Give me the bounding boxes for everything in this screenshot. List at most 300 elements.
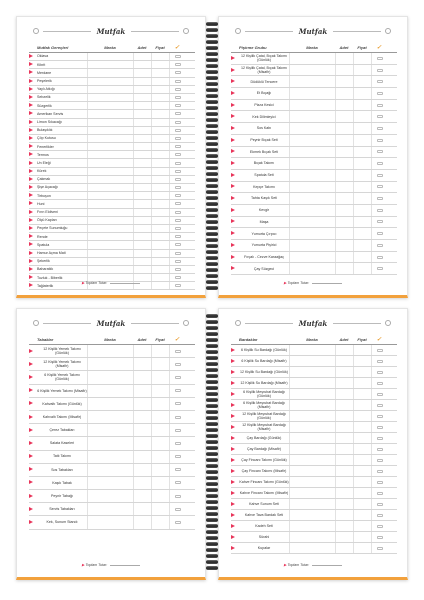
checkbox[interactable]	[175, 376, 181, 379]
checkbox[interactable]	[175, 186, 181, 189]
checkbox[interactable]	[377, 426, 383, 429]
quantity-cell[interactable]	[335, 433, 353, 443]
checkbox[interactable]	[377, 481, 383, 484]
quantity-cell[interactable]	[335, 217, 353, 228]
brand-cell[interactable]	[289, 228, 335, 239]
price-cell[interactable]	[151, 411, 169, 423]
quantity-cell[interactable]	[335, 170, 353, 181]
brand-cell[interactable]	[87, 424, 133, 436]
brand-cell[interactable]	[289, 499, 335, 509]
price-cell[interactable]	[151, 53, 169, 60]
price-cell[interactable]	[151, 503, 169, 515]
quantity-cell[interactable]	[335, 422, 353, 432]
quantity-cell[interactable]	[133, 69, 151, 76]
price-cell[interactable]	[353, 205, 371, 216]
quantity-cell[interactable]	[335, 182, 353, 193]
quantity-cell[interactable]	[335, 228, 353, 239]
quantity-cell[interactable]	[133, 451, 151, 463]
quantity-cell[interactable]	[133, 371, 151, 383]
brand-cell[interactable]	[289, 53, 335, 64]
checkbox[interactable]	[175, 243, 181, 246]
quantity-cell[interactable]	[133, 398, 151, 410]
brand-cell[interactable]	[87, 503, 133, 515]
quantity-cell[interactable]	[133, 477, 151, 489]
price-cell[interactable]	[151, 385, 169, 397]
quantity-cell[interactable]	[335, 499, 353, 509]
quantity-cell[interactable]	[133, 233, 151, 240]
brand-cell[interactable]	[87, 358, 133, 370]
price-cell[interactable]	[353, 400, 371, 410]
checkbox[interactable]	[175, 112, 181, 115]
checkbox[interactable]	[377, 448, 383, 451]
checkbox[interactable]	[175, 389, 181, 392]
brand-cell[interactable]	[87, 53, 133, 60]
checkbox[interactable]	[377, 503, 383, 506]
quantity-cell[interactable]	[133, 159, 151, 166]
brand-cell[interactable]	[289, 65, 335, 76]
price-cell[interactable]	[151, 371, 169, 383]
brand-cell[interactable]	[289, 345, 335, 355]
brand-cell[interactable]	[87, 437, 133, 449]
checkbox[interactable]	[175, 416, 181, 419]
brand-cell[interactable]	[87, 200, 133, 207]
brand-cell[interactable]	[289, 76, 335, 87]
quantity-cell[interactable]	[335, 263, 353, 274]
brand-cell[interactable]	[289, 521, 335, 531]
total-blank[interactable]	[312, 565, 342, 566]
price-cell[interactable]	[353, 356, 371, 366]
quantity-cell[interactable]	[335, 147, 353, 158]
quantity-cell[interactable]	[335, 135, 353, 146]
brand-cell[interactable]	[289, 510, 335, 520]
price-cell[interactable]	[151, 464, 169, 476]
price-cell[interactable]	[353, 367, 371, 377]
brand-cell[interactable]	[289, 158, 335, 169]
checkbox[interactable]	[377, 57, 383, 60]
brand-cell[interactable]	[289, 252, 335, 263]
price-cell[interactable]	[353, 499, 371, 509]
price-cell[interactable]	[151, 127, 169, 134]
quantity-cell[interactable]	[133, 168, 151, 175]
brand-cell[interactable]	[87, 127, 133, 134]
price-cell[interactable]	[353, 228, 371, 239]
quantity-cell[interactable]	[133, 437, 151, 449]
checkbox[interactable]	[377, 69, 383, 72]
quantity-cell[interactable]	[335, 411, 353, 421]
brand-cell[interactable]	[87, 209, 133, 216]
checkbox[interactable]	[175, 481, 181, 484]
checkbox[interactable]	[377, 104, 383, 107]
brand-cell[interactable]	[87, 411, 133, 423]
price-cell[interactable]	[151, 217, 169, 224]
price-cell[interactable]	[353, 510, 371, 520]
quantity-cell[interactable]	[335, 205, 353, 216]
checkbox[interactable]	[175, 402, 181, 405]
brand-cell[interactable]	[289, 455, 335, 465]
quantity-cell[interactable]	[133, 209, 151, 216]
price-cell[interactable]	[353, 263, 371, 274]
quantity-cell[interactable]	[335, 123, 353, 134]
checkbox[interactable]	[377, 115, 383, 118]
price-cell[interactable]	[353, 147, 371, 158]
price-cell[interactable]	[353, 444, 371, 454]
brand-cell[interactable]	[87, 371, 133, 383]
quantity-cell[interactable]	[133, 424, 151, 436]
price-cell[interactable]	[151, 358, 169, 370]
quantity-cell[interactable]	[133, 78, 151, 85]
price-cell[interactable]	[151, 184, 169, 191]
quantity-cell[interactable]	[133, 192, 151, 199]
brand-cell[interactable]	[87, 233, 133, 240]
total-blank[interactable]	[312, 283, 342, 284]
brand-cell[interactable]	[289, 205, 335, 216]
price-cell[interactable]	[353, 170, 371, 181]
quantity-cell[interactable]	[133, 176, 151, 183]
price-cell[interactable]	[151, 110, 169, 117]
checkbox[interactable]	[175, 80, 181, 83]
brand-cell[interactable]	[87, 151, 133, 158]
checkbox[interactable]	[175, 129, 181, 132]
checkbox[interactable]	[377, 209, 383, 212]
quantity-cell[interactable]	[335, 378, 353, 388]
checkbox[interactable]	[175, 429, 181, 432]
quantity-cell[interactable]	[133, 143, 151, 150]
brand-cell[interactable]	[87, 225, 133, 232]
quantity-cell[interactable]	[335, 543, 353, 553]
brand-cell[interactable]	[87, 451, 133, 463]
brand-cell[interactable]	[87, 241, 133, 248]
checkbox[interactable]	[175, 211, 181, 214]
checkbox[interactable]	[175, 219, 181, 222]
checkbox[interactable]	[175, 276, 181, 279]
checkbox[interactable]	[377, 547, 383, 550]
price-cell[interactable]	[353, 411, 371, 421]
price-cell[interactable]	[151, 451, 169, 463]
price-cell[interactable]	[353, 433, 371, 443]
price-cell[interactable]	[151, 69, 169, 76]
checkbox[interactable]	[377, 525, 383, 528]
checkbox[interactable]	[175, 268, 181, 271]
brand-cell[interactable]	[87, 119, 133, 126]
quantity-cell[interactable]	[133, 258, 151, 265]
price-cell[interactable]	[151, 94, 169, 101]
quantity-cell[interactable]	[335, 65, 353, 76]
checkbox[interactable]	[377, 349, 383, 352]
quantity-cell[interactable]	[133, 102, 151, 109]
checkbox[interactable]	[377, 459, 383, 462]
price-cell[interactable]	[353, 488, 371, 498]
checkbox[interactable]	[175, 71, 181, 74]
brand-cell[interactable]	[87, 398, 133, 410]
quantity-cell[interactable]	[335, 193, 353, 204]
checkbox[interactable]	[175, 235, 181, 238]
checkbox[interactable]	[175, 227, 181, 230]
price-cell[interactable]	[151, 266, 169, 273]
checkbox[interactable]	[175, 162, 181, 165]
checkbox[interactable]	[175, 96, 181, 99]
price-cell[interactable]	[151, 86, 169, 93]
price-cell[interactable]	[353, 240, 371, 251]
brand-cell[interactable]	[289, 389, 335, 399]
quantity-cell[interactable]	[335, 455, 353, 465]
quantity-cell[interactable]	[133, 411, 151, 423]
brand-cell[interactable]	[87, 217, 133, 224]
price-cell[interactable]	[353, 252, 371, 263]
quantity-cell[interactable]	[335, 444, 353, 454]
checkbox[interactable]	[377, 415, 383, 418]
brand-cell[interactable]	[289, 466, 335, 476]
quantity-cell[interactable]	[133, 184, 151, 191]
checkbox[interactable]	[175, 153, 181, 156]
quantity-cell[interactable]	[133, 490, 151, 502]
checkbox[interactable]	[377, 371, 383, 374]
checkbox[interactable]	[175, 63, 181, 66]
price-cell[interactable]	[151, 398, 169, 410]
price-cell[interactable]	[353, 389, 371, 399]
quantity-cell[interactable]	[335, 100, 353, 111]
brand-cell[interactable]	[289, 367, 335, 377]
quantity-cell[interactable]	[335, 345, 353, 355]
total-blank[interactable]	[110, 565, 140, 566]
checkbox[interactable]	[377, 139, 383, 142]
quantity-cell[interactable]	[335, 111, 353, 122]
price-cell[interactable]	[353, 53, 371, 64]
checkbox[interactable]	[175, 455, 181, 458]
brand-cell[interactable]	[289, 356, 335, 366]
checkbox[interactable]	[175, 260, 181, 263]
brand-cell[interactable]	[87, 477, 133, 489]
checkbox[interactable]	[175, 495, 181, 498]
checkbox[interactable]	[175, 521, 181, 524]
quantity-cell[interactable]	[133, 225, 151, 232]
quantity-cell[interactable]	[133, 250, 151, 257]
price-cell[interactable]	[353, 455, 371, 465]
checkbox[interactable]	[377, 393, 383, 396]
brand-cell[interactable]	[87, 176, 133, 183]
brand-cell[interactable]	[289, 411, 335, 421]
checkbox[interactable]	[175, 363, 181, 366]
price-cell[interactable]	[151, 200, 169, 207]
brand-cell[interactable]	[87, 168, 133, 175]
quantity-cell[interactable]	[133, 110, 151, 117]
checkbox[interactable]	[377, 220, 383, 223]
price-cell[interactable]	[151, 250, 169, 257]
brand-cell[interactable]	[87, 78, 133, 85]
checkbox[interactable]	[175, 252, 181, 255]
checkbox[interactable]	[175, 55, 181, 58]
checkbox[interactable]	[175, 137, 181, 140]
quantity-cell[interactable]	[335, 510, 353, 520]
brand-cell[interactable]	[87, 94, 133, 101]
quantity-cell[interactable]	[335, 477, 353, 487]
brand-cell[interactable]	[289, 422, 335, 432]
price-cell[interactable]	[151, 102, 169, 109]
price-cell[interactable]	[151, 477, 169, 489]
price-cell[interactable]	[151, 225, 169, 232]
price-cell[interactable]	[151, 143, 169, 150]
price-cell[interactable]	[353, 100, 371, 111]
price-cell[interactable]	[353, 193, 371, 204]
checkbox[interactable]	[175, 468, 181, 471]
quantity-cell[interactable]	[335, 88, 353, 99]
quantity-cell[interactable]	[133, 151, 151, 158]
checkbox[interactable]	[377, 437, 383, 440]
quantity-cell[interactable]	[335, 76, 353, 87]
price-cell[interactable]	[353, 466, 371, 476]
brand-cell[interactable]	[289, 543, 335, 553]
price-cell[interactable]	[151, 135, 169, 142]
brand-cell[interactable]	[289, 433, 335, 443]
brand-cell[interactable]	[87, 143, 133, 150]
brand-cell[interactable]	[87, 385, 133, 397]
brand-cell[interactable]	[289, 477, 335, 487]
brand-cell[interactable]	[289, 217, 335, 228]
quantity-cell[interactable]	[133, 385, 151, 397]
checkbox[interactable]	[175, 442, 181, 445]
brand-cell[interactable]	[87, 464, 133, 476]
brand-cell[interactable]	[87, 192, 133, 199]
price-cell[interactable]	[353, 88, 371, 99]
checkbox[interactable]	[377, 267, 383, 270]
checkbox[interactable]	[175, 121, 181, 124]
quantity-cell[interactable]	[335, 158, 353, 169]
quantity-cell[interactable]	[335, 389, 353, 399]
quantity-cell[interactable]	[133, 241, 151, 248]
price-cell[interactable]	[151, 159, 169, 166]
brand-cell[interactable]	[289, 123, 335, 134]
price-cell[interactable]	[151, 176, 169, 183]
checkbox[interactable]	[175, 178, 181, 181]
checkbox[interactable]	[175, 88, 181, 91]
quantity-cell[interactable]	[335, 53, 353, 64]
quantity-cell[interactable]	[133, 266, 151, 273]
brand-cell[interactable]	[87, 69, 133, 76]
quantity-cell[interactable]	[335, 240, 353, 251]
price-cell[interactable]	[151, 192, 169, 199]
price-cell[interactable]	[353, 345, 371, 355]
brand-cell[interactable]	[87, 86, 133, 93]
brand-cell[interactable]	[87, 110, 133, 117]
quantity-cell[interactable]	[133, 94, 151, 101]
quantity-cell[interactable]	[133, 503, 151, 515]
checkbox[interactable]	[377, 92, 383, 95]
quantity-cell[interactable]	[133, 464, 151, 476]
quantity-cell[interactable]	[133, 135, 151, 142]
quantity-cell[interactable]	[335, 521, 353, 531]
quantity-cell[interactable]	[133, 217, 151, 224]
brand-cell[interactable]	[87, 516, 133, 528]
checkbox[interactable]	[175, 350, 181, 353]
total-blank[interactable]	[110, 283, 140, 284]
quantity-cell[interactable]	[335, 356, 353, 366]
quantity-cell[interactable]	[133, 345, 151, 357]
brand-cell[interactable]	[289, 88, 335, 99]
brand-cell[interactable]	[87, 345, 133, 357]
brand-cell[interactable]	[289, 147, 335, 158]
brand-cell[interactable]	[87, 490, 133, 502]
quantity-cell[interactable]	[335, 367, 353, 377]
price-cell[interactable]	[151, 151, 169, 158]
price-cell[interactable]	[353, 422, 371, 432]
price-cell[interactable]	[151, 61, 169, 68]
brand-cell[interactable]	[289, 400, 335, 410]
quantity-cell[interactable]	[335, 488, 353, 498]
quantity-cell[interactable]	[133, 53, 151, 60]
price-cell[interactable]	[151, 258, 169, 265]
brand-cell[interactable]	[289, 488, 335, 498]
brand-cell[interactable]	[87, 266, 133, 273]
price-cell[interactable]	[353, 76, 371, 87]
price-cell[interactable]	[151, 233, 169, 240]
checkbox[interactable]	[377, 162, 383, 165]
price-cell[interactable]	[151, 241, 169, 248]
brand-cell[interactable]	[289, 532, 335, 542]
quantity-cell[interactable]	[133, 61, 151, 68]
brand-cell[interactable]	[87, 135, 133, 142]
checkbox[interactable]	[377, 232, 383, 235]
checkbox[interactable]	[377, 470, 383, 473]
brand-cell[interactable]	[289, 100, 335, 111]
brand-cell[interactable]	[289, 111, 335, 122]
quantity-cell[interactable]	[335, 400, 353, 410]
brand-cell[interactable]	[289, 263, 335, 274]
checkbox[interactable]	[377, 404, 383, 407]
price-cell[interactable]	[151, 437, 169, 449]
quantity-cell[interactable]	[133, 358, 151, 370]
brand-cell[interactable]	[87, 102, 133, 109]
brand-cell[interactable]	[87, 159, 133, 166]
price-cell[interactable]	[151, 424, 169, 436]
price-cell[interactable]	[353, 521, 371, 531]
price-cell[interactable]	[353, 543, 371, 553]
brand-cell[interactable]	[289, 170, 335, 181]
checkbox[interactable]	[377, 197, 383, 200]
checkbox[interactable]	[175, 194, 181, 197]
price-cell[interactable]	[353, 182, 371, 193]
price-cell[interactable]	[353, 378, 371, 388]
checkbox[interactable]	[377, 185, 383, 188]
brand-cell[interactable]	[289, 135, 335, 146]
price-cell[interactable]	[151, 78, 169, 85]
checkbox[interactable]	[175, 202, 181, 205]
quantity-cell[interactable]	[133, 86, 151, 93]
price-cell[interactable]	[151, 490, 169, 502]
quantity-cell[interactable]	[133, 119, 151, 126]
checkbox[interactable]	[377, 174, 383, 177]
price-cell[interactable]	[353, 111, 371, 122]
quantity-cell[interactable]	[133, 200, 151, 207]
price-cell[interactable]	[151, 345, 169, 357]
checkbox[interactable]	[377, 360, 383, 363]
checkbox[interactable]	[377, 382, 383, 385]
quantity-cell[interactable]	[133, 516, 151, 528]
checkbox[interactable]	[377, 492, 383, 495]
checkbox[interactable]	[175, 145, 181, 148]
checkbox[interactable]	[175, 508, 181, 511]
price-cell[interactable]	[151, 209, 169, 216]
price-cell[interactable]	[353, 532, 371, 542]
price-cell[interactable]	[151, 119, 169, 126]
price-cell[interactable]	[353, 158, 371, 169]
quantity-cell[interactable]	[335, 252, 353, 263]
price-cell[interactable]	[151, 516, 169, 528]
price-cell[interactable]	[353, 123, 371, 134]
checkbox[interactable]	[377, 514, 383, 517]
quantity-cell[interactable]	[335, 466, 353, 476]
quantity-cell[interactable]	[335, 532, 353, 542]
checkbox[interactable]	[377, 244, 383, 247]
checkbox[interactable]	[377, 256, 383, 259]
